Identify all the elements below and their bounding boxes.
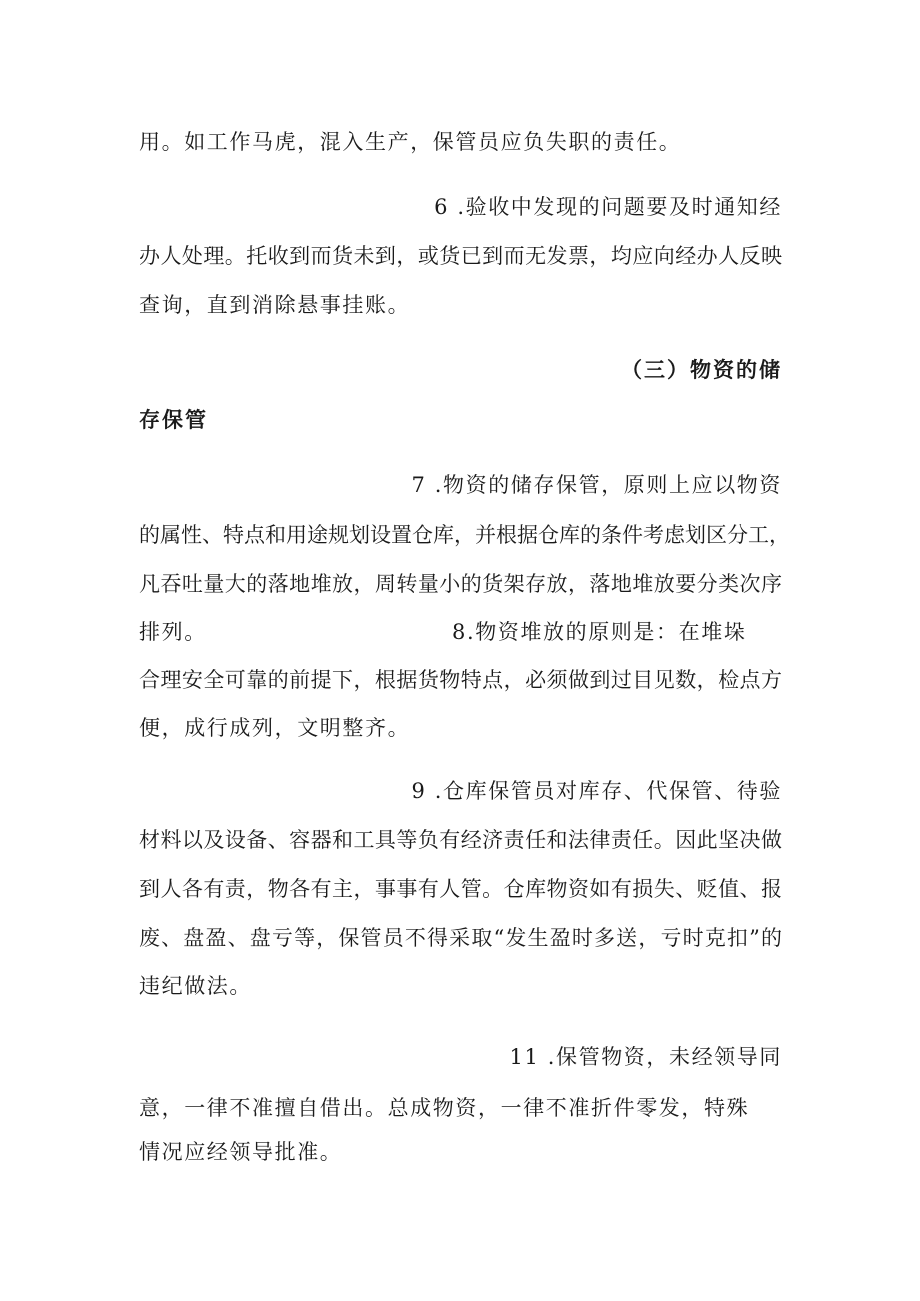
paragraph-9-line-2: 材料以及设备、容器和工具等负有经济责任和法律责任。因此坚决做 bbox=[139, 828, 782, 852]
paragraph-9-line-4: 废、盘盈、盘亏等，保管员不得采取“发生盈时多送，亏时克扣”的 bbox=[139, 926, 782, 950]
paragraph-9-line-1: 9 .仓库保管员对库存、代保管、待验 bbox=[411, 779, 782, 803]
section-heading-part-2: 存保管 bbox=[139, 407, 208, 432]
section-heading-part-1: （三）物资的储 bbox=[621, 357, 782, 382]
paragraph-7-line-4: 排列。 bbox=[139, 620, 207, 644]
paragraph-11-line-2: 意，一律不准擅自借出。总成物资，一律不准折件零发，特殊 bbox=[139, 1096, 750, 1120]
paragraph-11-line-1: 11 .保管物资，未经领导同 bbox=[509, 1045, 782, 1069]
paragraph-5-tail: 用。如工作马虎，混入生产，保管员应负失职的责任。 bbox=[139, 130, 682, 154]
paragraph-8-line-1: 8.物资堆放的原则是：在堆垛 bbox=[452, 620, 747, 644]
paragraph-7-line-2: 的属性、特点和用途规划设置仓库，并根据仓库的条件考虑划区分工， bbox=[139, 523, 790, 547]
paragraph-8-line-2: 合理安全可靠的前提下，根据货物特点，必须做到过目见数，检点方 bbox=[139, 668, 782, 692]
paragraph-11-line-3: 情况应经领导批准。 bbox=[139, 1140, 343, 1164]
paragraph-9-line-3: 到人各有责，物各有主，事事有人管。仓库物资如有损失、贬值、报 bbox=[139, 877, 782, 901]
paragraph-7-line-1: 7 .物资的储存保管，原则上应以物资 bbox=[411, 473, 782, 497]
paragraph-6-line-2: 办人处理。托收到而货未到，或货已到而无发票，均应向经办人反映 bbox=[139, 244, 782, 268]
paragraph-6-line-1: 6 .验收中发现的问题要及时通知经 bbox=[434, 195, 782, 219]
paragraph-6-line-3: 查询，直到消除悬事挂账。 bbox=[139, 293, 411, 317]
paragraph-7-line-3: 凡吞吐量大的落地堆放，周转量小的货架存放，落地堆放要分类次序 bbox=[139, 572, 782, 596]
paragraph-9-line-5: 违纪做法。 bbox=[139, 974, 252, 998]
paragraph-8-line-3: 便，成行成列，文明整齐。 bbox=[139, 716, 411, 740]
